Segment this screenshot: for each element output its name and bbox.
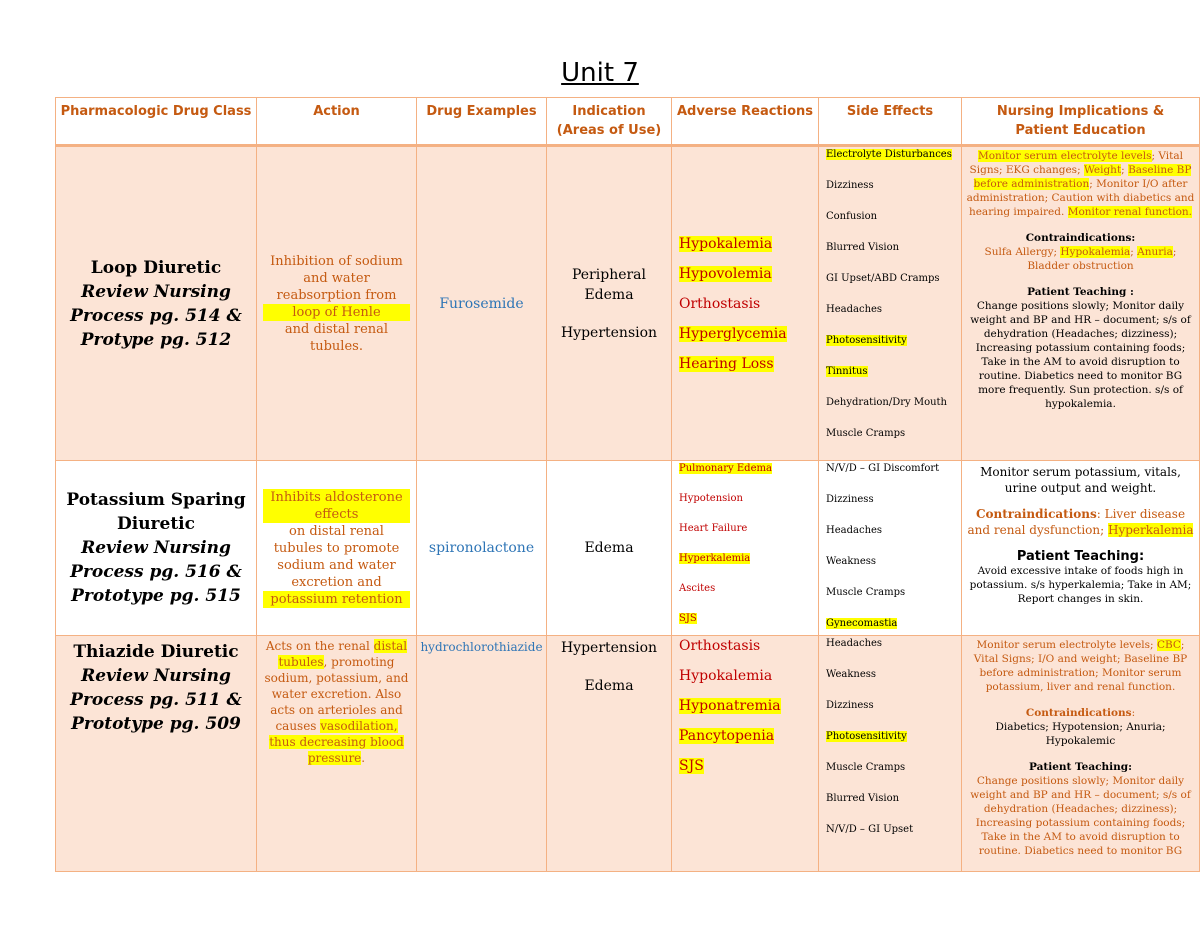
drug-class-cell: [56, 461, 256, 635]
highlighted-text: Anuria: [1137, 246, 1173, 258]
nursing-cell: [962, 636, 1199, 858]
list-item: Pancytopenia: [679, 728, 775, 744]
indication-cell: [547, 147, 671, 460]
highlighted-text: distal tubules: [278, 639, 408, 669]
indication-cell: [547, 636, 671, 696]
highlighted-text: loop of Henle: [263, 304, 410, 321]
highlighted-text: Monitor serum electrolyte levels: [977, 150, 1152, 162]
contraindications-text: [966, 245, 1195, 273]
list-item: Hypovolemia: [679, 265, 772, 282]
text-segment: Inhibition of sodium and water reabsorption from: [270, 253, 403, 303]
list-item: N/V/D – GI Discomfort: [826, 463, 940, 474]
list-item: Dehydration/Dry Mouth: [826, 397, 948, 408]
drug-example: Furosemide: [439, 295, 524, 312]
patient-teaching-label: Patient Teaching :: [1027, 286, 1134, 298]
list-item: Weakness: [826, 556, 877, 567]
list-item: Ascites: [679, 583, 716, 594]
patient-teaching-text: Change positions slowly; Monitor daily weight and BP and HR – document; s/s of dehydration (Headaches; dizziness); Increasing potassium containing foods; Take in the AM to avoid disruption to routine. Diabetics need to monitor BG more frequently. Sun protection. s/s of hypokalemia.: [970, 300, 1191, 410]
list-item: Blurred Vision: [826, 793, 900, 804]
drug-class-name: Thiazide Diuretic: [73, 642, 239, 662]
text-segment: ;: [1121, 164, 1129, 176]
adverse-reactions-cell: [672, 461, 818, 624]
drug-class-reference: Review Nursing Process pg. 511 & Prototype pg. 509: [70, 666, 242, 734]
drug-class-name: Loop Diuretic: [90, 257, 222, 278]
list-item: Dizziness: [826, 700, 874, 711]
patient-teaching-text: Change positions slowly; Monitor daily weight and BP and HR – document; s/s of dehydration (Headaches; dizziness); Increasing potassium containing foods; Take in the AM to avoid disruption to routine. Diabetics need to monitor BG: [970, 775, 1191, 857]
text-segment: on distal renal tubules to promote sodium and water excretion and: [273, 523, 400, 590]
indication-item: Edema: [584, 540, 634, 556]
contraindications-label: Contraindications: [975, 507, 1097, 521]
indication-item: Peripheral Edema: [571, 266, 647, 303]
text-segment: , promoting sodium, potassium, and water excretion. Also acts on arterioles and causes: [264, 655, 409, 733]
text-segment: and distal renal tubules.: [284, 321, 389, 354]
adverse-reactions-cell: [672, 147, 818, 460]
patient-teaching-label: Patient Teaching:: [1028, 761, 1133, 773]
drug-example: spironolactone: [428, 540, 535, 556]
list-item: Dizziness: [826, 180, 874, 191]
highlighted-text: Monitor renal function.: [1067, 206, 1193, 218]
drug-example: hydrochlorothiazide: [420, 640, 543, 654]
contraindications-text: Diabetics; Hypotension; Anuria; Hypokalemic: [995, 721, 1166, 747]
list-item: Headaches: [826, 638, 883, 649]
indication-item: Hypertension: [560, 640, 658, 656]
text-segment: ;: [1130, 246, 1138, 258]
list-item: Photosensitivity: [826, 731, 907, 742]
nursing-monitor: [966, 149, 1195, 219]
text-segment: ; Vital Signs; I/O and weight; Baseline BP before administration; Monitor serum potassium, liver and renal function.: [973, 639, 1188, 693]
text-segment: : Liver disease and renal dysfunction;: [967, 507, 1186, 537]
list-item: Photosensitivity: [826, 335, 907, 346]
text-segment: .: [361, 751, 366, 765]
indication-cell: [547, 461, 671, 635]
side-effects-cell: [819, 147, 961, 439]
drug-class-reference: Review Nursing Process pg. 516 & Prototype pg. 515: [70, 538, 242, 606]
list-item: Confusion: [826, 211, 878, 222]
highlighted-text: CBC: [1156, 639, 1181, 651]
list-item: Muscle Cramps: [826, 428, 906, 439]
indication-item: Hypertension: [560, 324, 658, 341]
drug-class-cell: [56, 147, 256, 460]
highlighted-text: vasodilation, thus decreasing blood pressure: [269, 719, 404, 765]
highlighted-text: Baseline BP before administration: [973, 164, 1192, 190]
list-item: Hyperglycemia: [679, 325, 787, 342]
highlighted-text: potassium retention: [263, 591, 410, 608]
action-cell: [257, 461, 416, 635]
list-item: Hearing Loss: [679, 355, 774, 372]
list-item: Hypokalemia: [679, 235, 773, 252]
indication-item: Edema: [584, 678, 634, 694]
list-item: Orthostasis: [679, 295, 761, 312]
contraindications-label: Contraindications:: [1025, 707, 1136, 719]
list-item: Dizziness: [826, 494, 874, 505]
list-item: Muscle Cramps: [826, 762, 906, 773]
side-effects-cell: [819, 636, 961, 835]
list-item: Blurred Vision: [826, 242, 900, 253]
text-segment: Monitor serum electrolyte levels;: [976, 639, 1157, 651]
drug-class-reference: Review Nursing Process pg. 514 & Protype pg. 512: [70, 281, 242, 350]
table-row: [56, 636, 1200, 872]
list-item: Gynecomastia: [826, 618, 898, 629]
text-segment: Acts on the renal: [265, 639, 374, 653]
list-item: Electrolyte Disturbances: [826, 149, 952, 160]
list-item: Muscle Cramps: [826, 587, 906, 598]
list-item: Tinnitus: [826, 366, 868, 377]
list-item: Headaches: [826, 304, 883, 315]
highlighted-text: Inhibits aldosterone effects: [263, 489, 410, 523]
header-drug-class: Pharmacologic Drug Class: [56, 98, 257, 146]
list-item: Headaches: [826, 525, 883, 536]
contraindications-label: Contraindications:: [1025, 232, 1136, 244]
header-adverse-reactions: Adverse Reactions: [672, 98, 819, 146]
list-item: Weakness: [826, 669, 877, 680]
header-indication: Indication (Areas of Use): [547, 98, 672, 146]
nursing-cell: [962, 461, 1199, 606]
list-item: SJS: [679, 758, 704, 774]
text-segment: ; Vital Signs; EKG changes;: [969, 150, 1183, 176]
list-item: Hypotension: [679, 493, 743, 504]
action-cell: [257, 147, 416, 460]
list-item: Heart Failure: [679, 523, 748, 534]
header-side-effects: Side Effects: [819, 98, 962, 146]
header-action: Action: [257, 98, 417, 146]
nursing-cell: [962, 147, 1199, 411]
patient-teaching-text: Avoid excessive intake of foods high in potassium. s/s hyperkalemia; Take in AM; Report changes in skin.: [969, 565, 1192, 605]
nursing-monitor: Monitor serum potassium, vitals, urine output and weight.: [980, 465, 1181, 495]
list-item: Hyperkalemia: [679, 553, 751, 564]
list-item: Pulmonary Edema: [679, 463, 772, 474]
table-row: [56, 461, 1200, 636]
patient-teaching-label: Patient Teaching:: [1016, 549, 1145, 564]
list-item: N/V/D – GI Upset: [826, 824, 914, 835]
drug-table: [55, 97, 1200, 872]
highlighted-text: Hyperkalemia: [1107, 523, 1194, 537]
drug-class-cell: [56, 636, 256, 736]
drug-class-name: Potassium Sparing Diuretic: [66, 490, 246, 534]
text-segment: Sulfa Allergy;: [984, 246, 1061, 258]
page-title: Unit 7: [561, 58, 639, 88]
nursing-monitor: [966, 638, 1195, 694]
list-item: Orthostasis: [679, 638, 761, 654]
action-cell: [257, 636, 416, 766]
list-item: SJS: [679, 613, 697, 624]
contraindications-label-text: Contraindications: [1025, 707, 1132, 719]
list-item: Hypokalemia: [679, 668, 773, 684]
contraindications-text: [966, 506, 1195, 538]
header-row: [56, 98, 1200, 146]
text-segment: ; Bladder obstruction: [1027, 246, 1177, 272]
header-nursing-implications: Nursing Implications & Patient Education: [962, 98, 1200, 146]
list-item: Hyponatremia: [679, 698, 781, 714]
text-segment: ; Monitor I/O after administration; Caution with diabetics and hearing impaired.: [966, 178, 1195, 218]
adverse-reactions-cell: [672, 636, 818, 774]
list-item: GI Upset/ABD Cramps: [826, 273, 940, 284]
highlighted-text: Weight: [1083, 164, 1122, 176]
highlighted-text: Hypokalemia: [1060, 246, 1131, 258]
table-row: [56, 146, 1200, 461]
header-drug-examples: Drug Examples: [417, 98, 547, 146]
side-effects-cell: [819, 461, 961, 629]
